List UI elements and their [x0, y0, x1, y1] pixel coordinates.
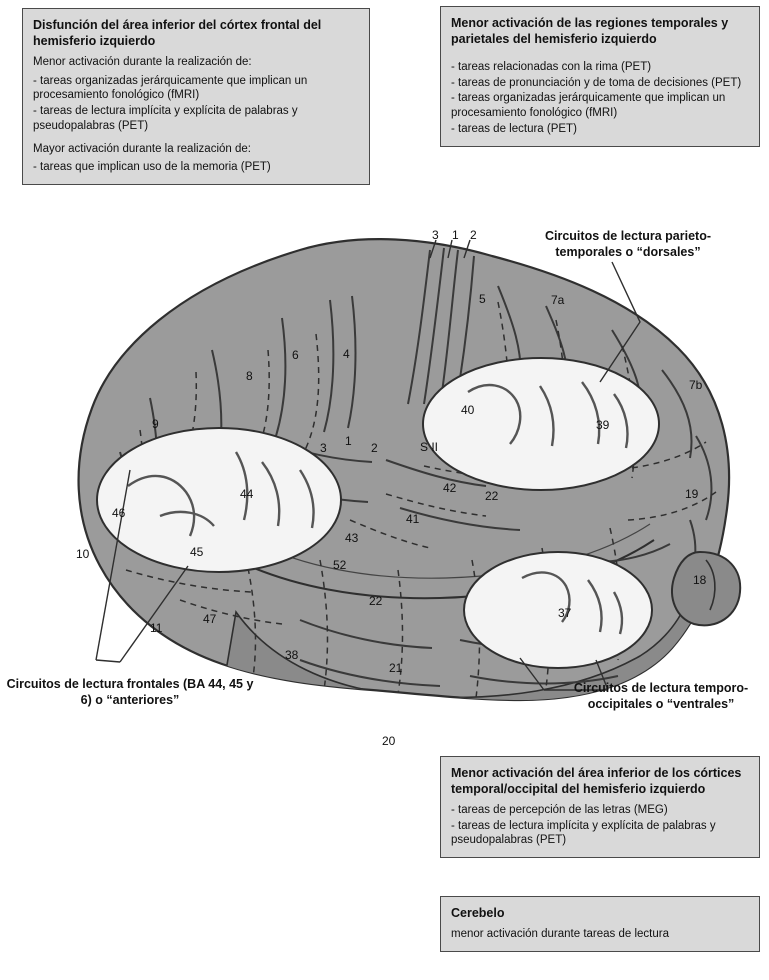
- box-temporooccipital-list: [451, 803, 749, 848]
- list-item: - tareas de lectura implícita y explícita de palabras y pseudopalabras (PET): [33, 105, 298, 132]
- brodmann-label-b9: 9: [152, 417, 159, 431]
- box-cerebelo: [440, 896, 760, 952]
- list-item: - tareas relacionadas con la rima (PET): [451, 61, 652, 73]
- brodmann-label-b43: 43: [345, 531, 359, 545]
- box-frontal-dysfunction: [22, 8, 370, 185]
- callout-anterior: Circuitos de lectura frontales (BA 44, 45 y 6) o “anteriores”: [6, 677, 254, 708]
- brodmann-label-b3b: 3: [320, 441, 327, 455]
- brodmann-label-b1b: 1: [345, 434, 352, 448]
- brodmann-label-b5: 5: [479, 292, 486, 306]
- brodmann-label-b37: 37: [558, 606, 572, 620]
- brodmann-label-b44: 44: [240, 487, 254, 501]
- ellipse-dorsal: [423, 358, 659, 490]
- brodmann-label-b41: 41: [406, 512, 420, 526]
- box-frontal-para2: Mayor activación durante la realización de:: [33, 142, 251, 155]
- brodmann-label-b3: 3: [432, 228, 439, 242]
- brodmann-label-b2b: 2: [371, 441, 378, 455]
- brodmann-label-b2: 2: [470, 228, 477, 242]
- brodmann-label-b7b: 7b: [689, 378, 703, 392]
- spacer: [451, 53, 749, 60]
- box-cerebelo-list: [451, 927, 749, 942]
- box-temporoparietal-title: Menor activación de las regiones temporales y parietales del hemisferio izquierdo: [451, 16, 729, 46]
- box-cerebelo-title: Cerebelo: [451, 906, 505, 920]
- brodmann-label-b38: 38: [285, 648, 299, 662]
- brodmann-label-b4: 4: [343, 347, 350, 361]
- box-temporoparietal: [440, 6, 760, 147]
- list-item: - tareas organizadas jerárquicamente que implican un procesamiento fonológico (fMRI): [33, 74, 308, 102]
- spacer: [33, 135, 359, 142]
- brodmann-label-b10: 10: [76, 547, 90, 561]
- brodmann-label-b46: 46: [112, 506, 126, 520]
- brodmann-label-b7a: 7a: [551, 293, 565, 307]
- box-temporooccipital-title: Menor activación del área inferior de los córtices temporal/occipital del hemisferio izquierdo: [451, 766, 742, 796]
- brodmann-label-b40: 40: [461, 403, 475, 417]
- brodmann-label-b1: 1: [452, 228, 459, 242]
- brodmann-label-b22: 22: [485, 489, 499, 503]
- list-item: - tareas organizadas jerárquicamente que implican un procesamiento fonológico (fMRI): [451, 92, 726, 120]
- box-frontal-para1: Menor activación durante la realización de:: [33, 56, 252, 68]
- list-item: - tareas de lectura (PET): [451, 122, 577, 135]
- brodmann-label-sii: S II: [420, 440, 439, 454]
- list-item: menor activación durante tareas de lectura: [451, 928, 669, 940]
- brodmann-label-b42: 42: [443, 481, 457, 495]
- list-item: - tareas de lectura implícita y explícita de palabras y pseudopalabras (PET): [451, 819, 716, 847]
- cerebellum: [672, 552, 740, 625]
- brodmann-label-b11: 11: [150, 621, 163, 635]
- brodmann-label-b22b: 22: [369, 594, 383, 608]
- brodmann-label-b6: 6: [292, 348, 299, 362]
- brodmann-label-b19: 19: [685, 487, 699, 501]
- brodmann-label-b45: 45: [190, 545, 204, 559]
- callout-ventral: Circuitos de lectura temporo-occipitales o “ventrales”: [573, 681, 749, 712]
- brodmann-label-b8: 8: [246, 369, 253, 383]
- brodmann-label-b47: 47: [203, 612, 217, 626]
- list-item: - tareas que implican uso de la memoria (PET): [33, 161, 271, 174]
- ellipse-anterior: [97, 428, 341, 572]
- callout-dorsal: Circuitos de lectura parieto-temporales o “dorsales”: [544, 229, 711, 260]
- box-frontal-list1: [33, 74, 359, 134]
- brodmann-label-b21: 21: [389, 661, 403, 675]
- brodmann-label-b52: 52: [333, 558, 347, 572]
- brodmann-label-b39: 39: [596, 418, 610, 432]
- box-temporoparietal-list: [451, 60, 749, 137]
- brodmann-label-b20: 20: [382, 734, 396, 748]
- list-item: - tareas de percepción de las letras (MEG): [451, 804, 668, 816]
- brodmann-label-b18: 18: [693, 573, 707, 587]
- box-frontal-list2: [33, 160, 359, 175]
- list-item: - tareas de pronunciación y de toma de decisiones (PET): [451, 76, 742, 89]
- box-frontal-title: Disfunción del área inferior del córtex frontal del hemisferio izquierdo: [33, 18, 322, 48]
- box-temporooccipital: [440, 756, 760, 858]
